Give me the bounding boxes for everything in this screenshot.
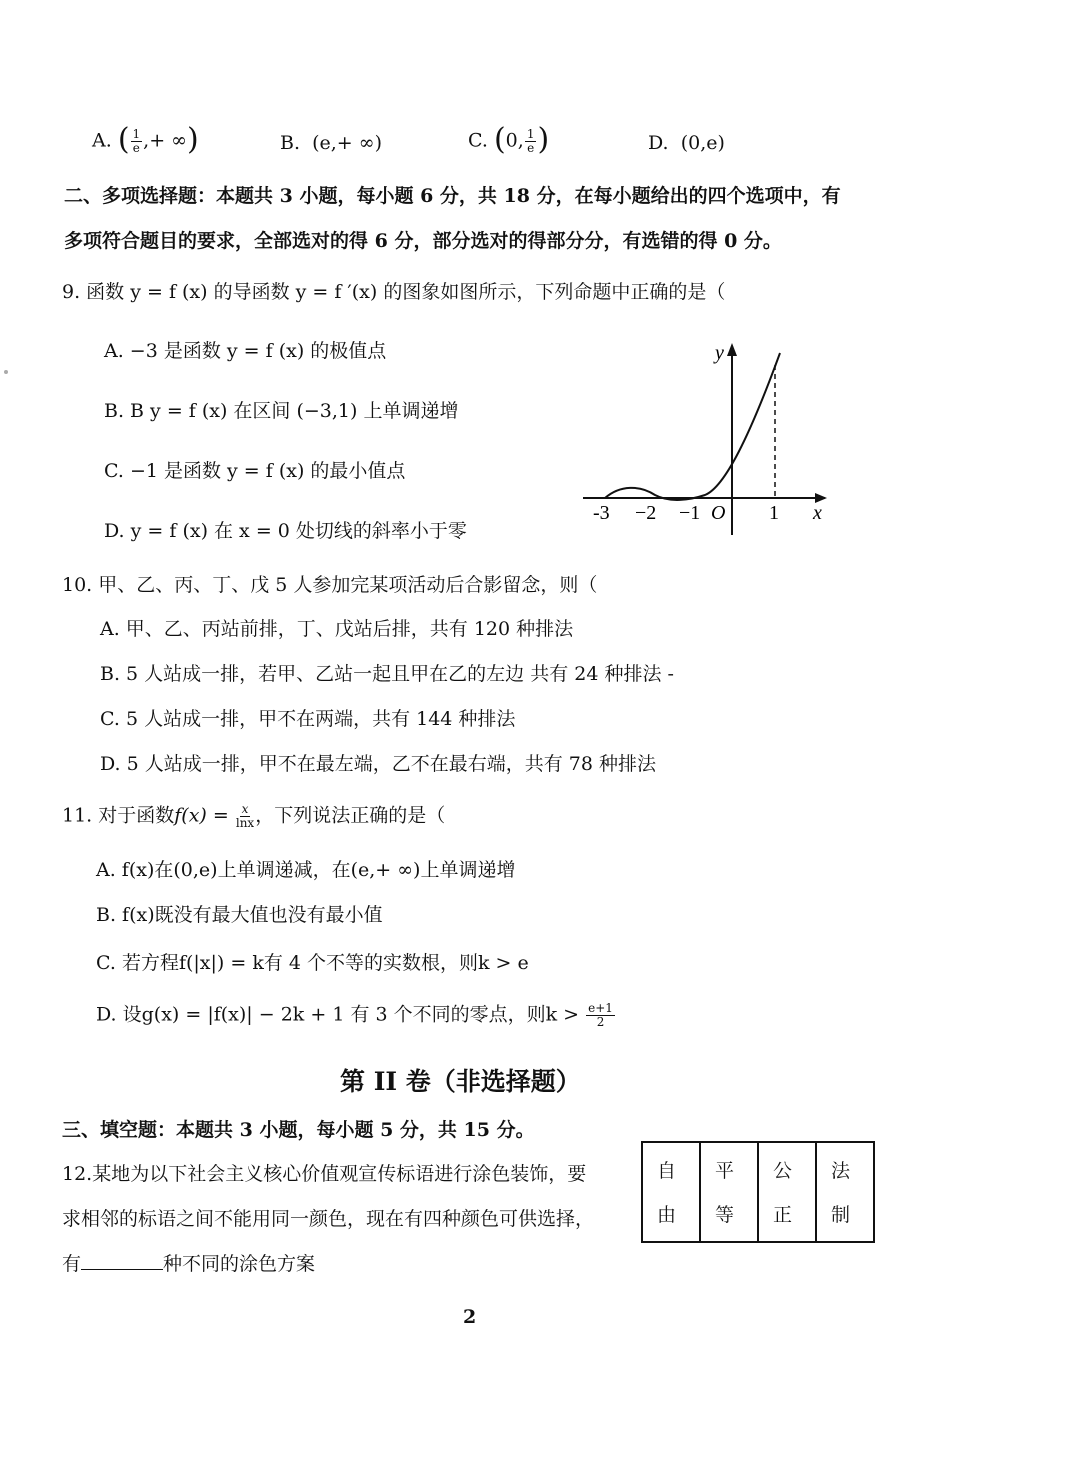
section2-line2: 多项符合题目的要求，全部选对的得 6 分，部分选对的得部分分，有选错的得 0 分。: [64, 230, 782, 252]
tick-label: −2: [635, 502, 657, 524]
q12-line1: 12.某地为以下社会主义核心价值观宣传标语进行涂色装饰，要: [62, 1163, 587, 1185]
option-rest: ,+ ∞: [143, 129, 187, 152]
denominator: e: [527, 141, 535, 155]
q10-option-c: C. 5 人站成一排，甲不在两端，共有 144 种排法: [100, 708, 516, 730]
q9-option-b: B. B y = f (x) 在区间 (−3,1) 上单调递增: [104, 400, 459, 422]
y-label: y: [715, 342, 724, 364]
q8-option-c: [468, 121, 550, 157]
option-text: (0,e): [680, 132, 725, 154]
q11-option-c: C. 若方程f(|x|) = k有 4 个不等的实数根，则k > e: [96, 952, 529, 974]
paren-left: (: [493, 121, 506, 157]
q10-option-d: D. 5 人站成一排，甲不在最左端，乙不在最右端，共有 78 种排法: [100, 753, 657, 775]
scan-speck: [4, 370, 8, 374]
q12-line2: 求相邻的标语之间不能用同一颜色，现在有四种颜色可供选择，: [62, 1208, 595, 1230]
q8-option-d: [648, 131, 725, 155]
line3-pre: 有: [62, 1253, 82, 1275]
page-number: 2: [463, 1306, 477, 1328]
option-pre: 0,: [505, 129, 524, 152]
denominator: 2: [596, 1015, 605, 1029]
fraction: [236, 803, 254, 830]
stem-pre: 11. 对于函数: [62, 804, 175, 827]
cell-top: 自: [657, 1160, 677, 1182]
paren-left: (: [117, 121, 130, 157]
slogan-cell: [816, 1142, 874, 1242]
q9-option-a: A. −3 是函数 y = f (x) 的极值点: [104, 340, 387, 362]
q9-stem: 9. 函数 y = f (x) 的导函数 y = f ′(x) 的图象如图所示，下列命题中正确的是（: [62, 281, 726, 303]
function-expr: f(x) =: [174, 804, 229, 827]
q11-option-d: [96, 1002, 616, 1029]
stem-post: ，下列说法正确的是（: [255, 804, 446, 827]
numerator: x: [241, 802, 249, 816]
q8-option-a: [92, 121, 199, 157]
q8-option-b: [280, 131, 382, 155]
q11-option-a: A. f(x)在(0,e)上单调递减，在(e,+ ∞)上单调递增: [96, 859, 516, 881]
q9-option-d: D. y = f (x) 在 x = 0 处切线的斜率小于零: [104, 520, 467, 542]
slogan-cell: [642, 1142, 700, 1242]
option-label: A.: [92, 129, 112, 152]
fraction: [131, 128, 143, 155]
fraction: [586, 1002, 615, 1029]
tick-label: -3: [593, 502, 610, 524]
option-text: (e,+ ∞): [312, 132, 383, 154]
option-d-text: D. 设g(x) = |f(x)| − 2k + 1 有 3 个不同的零点，则k >: [96, 1003, 580, 1026]
slogan-cell: [758, 1142, 816, 1242]
origin-label: O: [711, 502, 726, 524]
numerator: 1: [526, 127, 535, 141]
slogan-cell: [700, 1142, 758, 1242]
option-label: D.: [648, 132, 669, 154]
section2-line1: 二、多项选择题：本题共 3 小题，每小题 6 分，共 18 分，在每小题给出的四个选项中，有: [64, 185, 841, 207]
q11-option-b: B. f(x)既没有最大值也没有最小值: [96, 904, 383, 926]
paren-right: ): [537, 121, 550, 157]
tick-label: −1: [679, 502, 701, 524]
fraction: [525, 128, 537, 155]
cell-bottom: 制: [831, 1204, 851, 1226]
cell-top: 法: [831, 1160, 851, 1182]
x-label: x: [813, 502, 822, 524]
numerator: e+1: [588, 1001, 613, 1015]
q9-option-c: C. −1 是函数 y = f (x) 的最小值点: [104, 460, 406, 482]
answer-blank[interactable]: [81, 1251, 163, 1270]
part2-title: 第 II 卷（非选择题）: [340, 1067, 581, 1096]
q12-line3: [62, 1251, 315, 1276]
cell-bottom: 由: [657, 1204, 677, 1226]
denominator: lnx: [235, 816, 255, 830]
q10-option-a: A. 甲、乙、丙站前排，丁、戊站后排，共有 120 种排法: [100, 618, 574, 640]
denominator: e: [132, 141, 140, 155]
derivative-curve: [605, 353, 780, 500]
derivative-graph: [575, 335, 840, 545]
option-label: C.: [468, 129, 488, 152]
line3-post: 种不同的涂色方案: [163, 1253, 316, 1275]
tick-label: 1: [769, 502, 779, 524]
cell-top: 平: [715, 1160, 735, 1182]
cell-bottom: 等: [715, 1204, 735, 1226]
numerator: 1: [132, 127, 141, 141]
section3-header: 三、填空题：本题共 3 小题，每小题 5 分，共 15 分。: [62, 1119, 535, 1141]
option-label: B.: [280, 132, 301, 154]
q11-stem: [62, 803, 445, 830]
paren-right: ): [187, 121, 199, 157]
y-axis-arrow: [727, 343, 737, 356]
slogan-table: [641, 1141, 875, 1243]
q10-option-b: B. 5 人站成一排，若甲、乙站一起且甲在乙的左边 共有 24 种排法 -: [100, 663, 674, 685]
cell-bottom: 正: [773, 1204, 793, 1226]
cell-top: 公: [773, 1160, 793, 1182]
q10-stem: 10. 甲、乙、丙、丁、戊 5 人参加完某项活动后合影留念，则（: [62, 574, 598, 596]
